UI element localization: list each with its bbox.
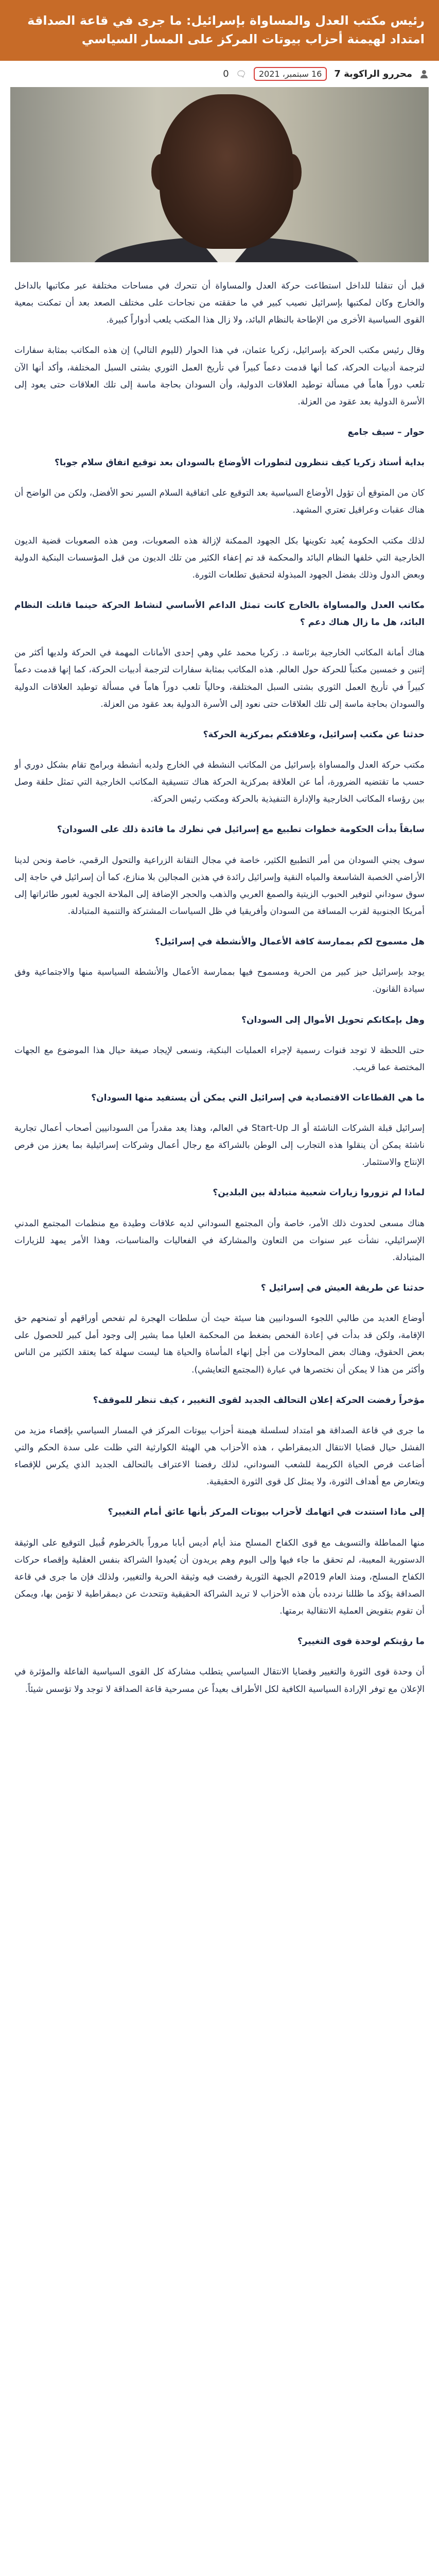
interview-question: سابقاً بدأت الحكومة خطوات تطبيع مع إسرائيل في نظرك ما فائدة ذلك على السودان؟ (57, 824, 425, 835)
interview-question: حدثنا عن مكتب إسرائيل، وعلاقتكم بمركزية الحركة؟ (203, 729, 425, 740)
interview-question: مكاتب العدل والمساواة بالخارج كانت تمثل الداعم الأساسي لنشاط الحركة حينما قاتلت النظام البائد، هل ما زال هناك دعم ؟ (14, 600, 425, 628)
interview-question: بداية أستاذ زكريا كيف تنظرون لتطورات الأوضاع بالسودان بعد توقيع اتفاق سلام جوبا؟ (54, 457, 425, 468)
interview-question: مؤخراً رفضت الحركة إعلان التحالف الجديد لقوى التغيير ، كيف تنظر للموقف؟ (93, 1395, 425, 1405)
article-paragraph: ما جرى في قاعة الصداقة هو امتداد لسلسلة هيمنة أحزاب بيوتات المركز في المسار السياسي بإقصاء مزيد من الفشل حيال قضايا الانتقال الديمقراطي ، هذه الأحزاب هي الهيئة الكوارثية التي ظلت على سدة الحكم والتي أضاعت فرص الحياة الكريمة للشعب السوداني، لذلك رفضنا الاعتراف بالتحالف الجديد الذي يكرس للإقصاء ويتعارض مع أهداف الثورة، ولا يمثل كل قوى الثورة الحقيقية. (14, 1425, 425, 1487)
article-paragraph: أوضاع العديد من طالبي اللجوء السودانيين هنا سيئة حيث أن سلطات الهجرة لم تفحص أوراقهم أو تمنحهم حق الإقامة، ولكن قد بدأت في إعادة الفحص بضغط من المحكمة العليا مما يشير إلى وجود أمل كبير للحصول على بعض الحقوق، وهناك بعض المحاولات من أجل إنهاء المأساة والحياة هنا ليست سهلة كما يعتقد الكثير من الناس وأكثر من هذا لا يمكن أن نختصرها في عبارة (المجتمع التعايشي). (14, 1313, 425, 1375)
comment-icon[interactable]: 🗨 (236, 69, 247, 79)
article-paragraph: منها المماطلة والتسويف مع قوى الكفاح المسلح منذ أيام أديس أبابا مروراً بالخرطوم قُبيل التوقيع على الوثيقة الدستورية المعيبة، لم تحقق ما جاء فيها وإلى اليوم وهم يريدون أن يُعيدوا الشراكة بنفس العقلية وإقصاء حركات الكفاح المسلح، ومنذ العام 2019م الجبهة الثورية رفضت فيه وثيقة الحرية والتغيير، ولذلك فإن ما جرى في قاعة الصداقة يؤكد ما ظللنا نردده بأن هذه الأحزاب لا تريد الشراكة الحقيقية وتتحدث عن ديمقراطية لا تؤمن بها، ويمكن أن تقوم بتقويض العملية الانتقالية برمتها. (14, 1537, 425, 1617)
person-icon (419, 70, 429, 79)
photo-face (160, 94, 293, 249)
article-photo (10, 87, 429, 262)
article-title: رئيس مكتب العدل والمساواة بإسرائيل: ما جرى في قاعة الصداقة امتداد لهيمنة أحزاب بيوتات المركز على المسار السياسي (27, 13, 425, 46)
article-body (0, 262, 439, 1698)
article-paragraph: لذلك مكتب الحكومة يُعيد تكوينها بكل الجهود الممكنة لإزالة هذه الصعوبات، ومن هذه الصعوبات قضية الديون الخارجية التي خلفها النظام البائد والمحكمة قد تم إعفاء الكثير من تلك الديون من قبل المؤسسات البنكية الدولية وبعض الدول وذلك بفضل الجهود المبذولة لتحقيق تطلعات الثورة. (14, 535, 425, 580)
interview-question: حوار – سيف جامع (347, 427, 425, 437)
article-paragraph: إسرائيل قبلة الشركات الناشئة أو الـ Start-Up في العالم، وهذا يعد مقدراً من السودانيين أصحاب أعمال تجارية ناشئة يمكن أن ينقلوا هذه التجارب إلى الوطن بالشراكة مع رجال أعمال وشركات إسرائيلية بما يعزز من فرص الإنتاج والاستثمار. (14, 1123, 425, 1168)
interview-question: هل مسموح لكم بممارسة كافة الأعمال والأنشطة في إسرائيل؟ (155, 937, 425, 947)
interview-question: إلى ماذا استندت في اتهامك لأحزاب بيوتات المركز بأنها عائق أمام التغيير؟ (108, 1507, 425, 1518)
interview-question: ما رؤيتكم لوحدة قوى التغيير؟ (297, 1636, 425, 1647)
article-paragraph: حتى اللحظة لا توجد قنوات رسمية لإجراء العمليات البنكية، ونسعى لإيجاد صيغة حيال هذا الموضوع مع الجهات المختصة عما قريب. (14, 1045, 425, 1073)
comments-count[interactable]: 0 (223, 69, 229, 79)
article-paragraph: سوف يجني السودان من أمر التطبيع الكثير، خاصة في مجال التقانة الزراعية والتحول الرقمي، خاصة ونحن لدينا الأراضي الخصبة الشاسعة والمياه النقية وإسرائيل رائدة في هذين المجالين بلا منازع، كما أن إسرائيل في حاجة إلى سوق سوداني لتوفير الحبوب الزيتية والصمغ العربي والذهب والحجر الإضافة إلى الملاحة الجوية لعبور طائراتها إلى أمريكا الجنوبية لقرب المسافة من السودان وأفريقيا في ظل السياسات المشتركة والتنمية المتبادلة. (14, 855, 425, 917)
interview-question: حدثنا عن طريقة العيش في إسرائيل ؟ (260, 1283, 425, 1294)
interview-question: ما هي القطاعات الاقتصادية في إسرائيل التي يمكن أن يستفيد منها السودان؟ (91, 1092, 425, 1103)
article-paragraph: مكتب حركة العدل والمساواة بإسرائيل من المكاتب النشطة في الخارج ولديه أنشطة وبرامج تقام بشكل دوري أو حسب ما تقتضيه الضرورة، أما عن العلاقة بمركزية الحركة هناك تنسيقية المكاتب الخارجية التي تمثل حلقة وصل بين رؤساء المكاتب الخارجية والإدارة التنفيذية بالحركة ومكتب رئيس الحركة. (14, 759, 425, 805)
author-link[interactable]: محررو الراكوبة 7 (334, 69, 412, 79)
interview-question: وهل بإمكانكم تحويل الأموال إلى السودان؟ (241, 1014, 425, 1025)
article-paragraph: هناك أمانة المكاتب الخارجية برئاسة د. زكريا محمد علي وهي إحدى الأمانات المهمة في الحركة ولديها أكثر من إثنين و خمسين مكتباً للحركة حول العالم. هذه المكاتب بمثابة سفارات لترجمة أدبيات الحركة، كما إنها قدمت دعماً كبيراً في تأريخ العمل الثوري بشتى السبل المختلفة، وحالياً تلعب دوراً هاماً في مسألة توطيد العلاقات الدولية والسودان بحاجة ماسة إلى تلك العلاقات حتى نعود إلى الأسرة الدولية بعد عقود من العزلة. (14, 648, 425, 709)
article-paragraph: وقال رئيس مكتب الحركة بإسرائيل، زكريا عثمان، في هذا الحوار (لليوم التالي) إن هذه المكاتب بمثابة سفارات لترجمة أدبيات الحركة، كما أنها قدمت دعماً كبيراً في تأريخ العمل الثوري بشتى السبل المختلفة، وأكد أنها الآن تلعب دوراً هاماً في مسألة توطيد العلاقات الدولية، وأن السودان بحاجة ماسة إلى تلك العلاقات حتى يعود إلى الأسرة الدولية بعد عقود من العزلة. (14, 345, 425, 407)
article-header (0, 0, 439, 61)
publish-date: 16 سبتمبر، 2021 (254, 67, 327, 81)
interview-question: لماذا لم تزوروا زيارات شعبية متبادلة بين البلدين؟ (213, 1188, 425, 1198)
article-paragraph: يوجد بإسرائيل حيز كبير من الحرية ومسموح فيها بممارسة الأعمال والأنشطة السياسية منها والاجتماعية وفق سيادة القانون. (14, 967, 425, 995)
article-paragraph: كان من المتوقع أن تؤول الأوضاع السياسية بعد التوقيع على اتفاقية السلام السير نحو الأفضل، ولكن من الواضح أن هناك عقبات وعراقيل تعتري المشهد. (14, 488, 425, 516)
article-paragraph: قبل أن تنقلنا للداخل استطاعت حركة العدل والمساواة أن تتحرك في مساحات مختلفة عبر مكاتبها بالداخل والخارج وكان لمكتبها بإسرائيل نصيب كبير في ما حققته من نجاحات على مختلف الصعد بعد أن تمكنت بمعية القوى السياسية الأخرى من الإطاحة بالنظام البائد، ولا زال هذا المكتب يلعب أدواراً كبيرة. (14, 281, 425, 326)
article-meta (0, 61, 439, 87)
article-paragraph: هناك مسعى لحدوث ذلك الأمر، خاصة وأن المجتمع السوداني لديه علاقات وطيدة مع منظمات المجتمع المدني الإسرائيلي، نشأت عبر سنوات من التعاون والمشاركة في الفعاليات والمناسبات، وهذا الأمر يمهد للزيارات المتبادلة. (14, 1218, 425, 1263)
article-paragraph: أن وحدة قوى الثورة والتغيير وقضايا الانتقال السياسي يتطلب مشاركة كل القوى السياسية الفاعلة والمؤثرة في الإعلان مع توفر الإرادة السياسية الكافية لكل الأطراف بعيداً عن مسرحية قاعة الصداقة لا توجد ولا تؤسس شيئاً. (14, 1667, 425, 1694)
